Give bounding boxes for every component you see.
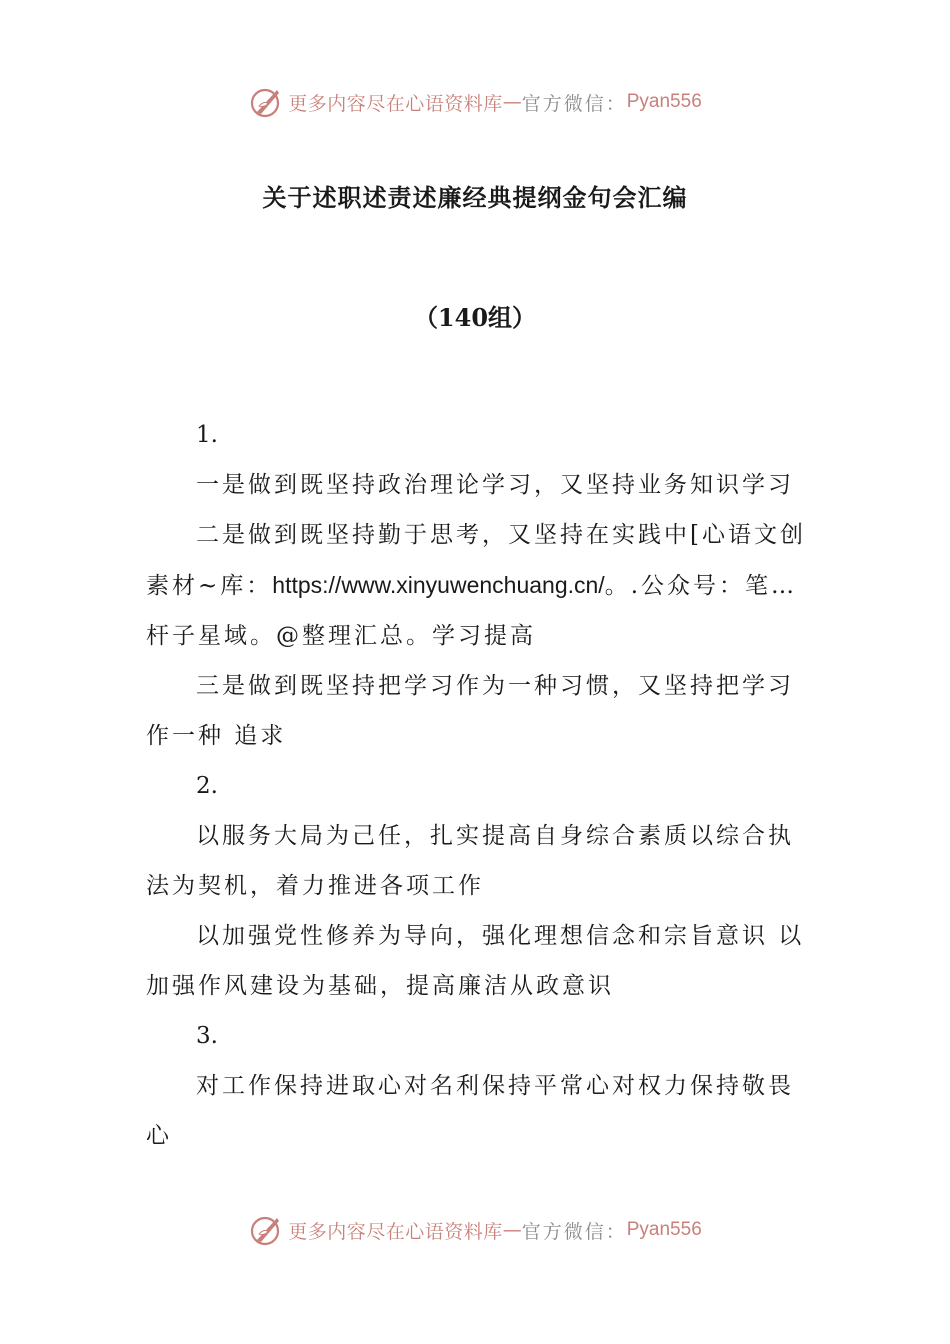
quill-pen-logo-icon xyxy=(248,84,284,120)
section-number-1: 1. xyxy=(196,422,218,448)
paragraph-6: 对工作保持进取心对名利保持平常心对权力保持敬畏心 xyxy=(146,1073,794,1149)
banner-main-text: 更多内容尽在心语资料库 xyxy=(288,1220,503,1243)
header-watermark-banner xyxy=(0,82,950,122)
banner-dash: — xyxy=(502,91,522,113)
banner-sub-text: 官方微信： xyxy=(521,1220,627,1243)
section-number-2: 2. xyxy=(196,773,218,799)
banner-wechat-id: Pyan556 xyxy=(626,1219,702,1240)
paragraph-2-text-b: 。.公众号：笔…杆子星域。@整理汇总。学习提高 xyxy=(146,573,797,649)
document-body xyxy=(146,410,806,1161)
document-subtitle: （140组） xyxy=(413,303,537,332)
banner-dash: — xyxy=(502,1219,522,1241)
paragraph-1: 一是做到既坚持政治理论学习，又坚持业务知识学习 xyxy=(196,472,794,498)
quill-pen-logo-icon xyxy=(248,1212,284,1248)
banner-wechat-id: Pyan556 xyxy=(626,91,702,112)
footer-watermark-banner xyxy=(0,1210,950,1250)
website-link[interactable]: https://www.xinyuwenchuang.cn/ xyxy=(272,572,605,598)
banner-main-text: 更多内容尽在心语资料库 xyxy=(288,92,503,115)
document-title: 关于述职述责述廉经典提纲金句会汇编 xyxy=(262,183,688,212)
paragraph-2 xyxy=(146,510,806,661)
section-number-3: 3. xyxy=(196,1023,218,1049)
banner-sub-text: 官方微信： xyxy=(521,92,627,115)
paragraph-4: 以服务大局为己任，扎实提高自身综合素质以综合执法为契机，着力推进各项工作 xyxy=(146,823,794,899)
paragraph-2-text-a: 二是做到既坚持勤于思考，又坚持在实践中[心语文创素材~库： xyxy=(146,522,806,599)
paragraph-3: 三是做到既坚持把学习作为一种习惯，又坚持把学习作一种 追求 xyxy=(146,673,794,749)
paragraph-5: 以加强党性修养为导向，强化理想信念和宗旨意识 以加强作风建设为基础，提高廉洁从政意识 xyxy=(146,923,805,999)
